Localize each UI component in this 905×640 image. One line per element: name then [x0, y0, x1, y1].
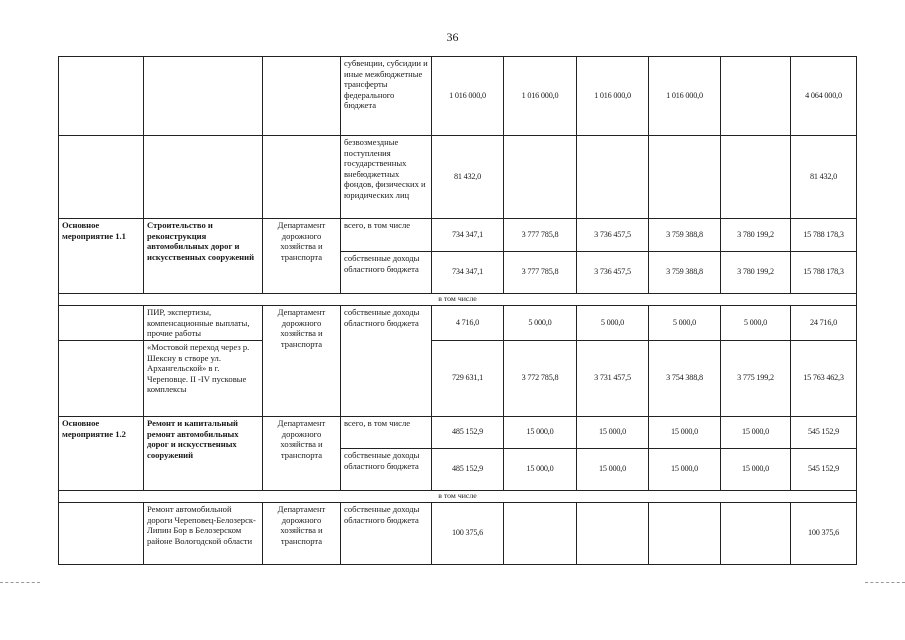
cell-value: 5 000,0	[721, 306, 791, 341]
cell-source: всего, в том числе	[341, 417, 432, 449]
budget-table	[58, 56, 857, 565]
cell-source: собственные доходы областного бюджета	[341, 306, 432, 417]
cell-value: 734 347,1	[432, 252, 504, 294]
cell-value: 15 788 178,3	[791, 252, 857, 294]
cell-value: 3 780 199,2	[721, 219, 791, 252]
cell-exec: Департамент дорожного хозяйства и транспорта	[263, 417, 341, 491]
cell-value: 15 000,0	[504, 449, 577, 491]
cell-value: 1 016 000,0	[577, 57, 649, 136]
cell-value: 81 432,0	[791, 136, 857, 219]
cell-name	[144, 136, 263, 219]
cell-value: 15 000,0	[721, 417, 791, 449]
cell-source: безвозмездные поступления государственных внебюджетных фондов, физических и юридических лиц	[341, 136, 432, 219]
cell-value: 3 759 388,8	[649, 219, 721, 252]
cell-exec: Департамент дорожного хозяйства и транспорта	[263, 306, 341, 417]
cell-value: 4 716,0	[432, 306, 504, 341]
table-row	[59, 219, 857, 252]
cell-name	[144, 57, 263, 136]
table-row	[59, 341, 857, 417]
cell-value: 729 631,1	[432, 341, 504, 417]
cell-value: 5 000,0	[504, 306, 577, 341]
cell-source: субвенции, субсидии и иные межбюджетные трансферты федерального бюджета	[341, 57, 432, 136]
table-row	[59, 57, 857, 136]
cell-value	[649, 503, 721, 565]
table-row	[59, 136, 857, 219]
activity-1-1-name: Строительство и реконструкция автомобильных дорог и искусственных сооружений	[144, 219, 263, 294]
cell-value	[649, 136, 721, 219]
cell-value: 3 754 388,8	[649, 341, 721, 417]
cell-value: 1 016 000,0	[649, 57, 721, 136]
subsection-label: в том числе	[59, 294, 857, 306]
scan-edge-left	[0, 582, 40, 583]
cell-value: 3 775 199,2	[721, 341, 791, 417]
cell-value: 15 000,0	[649, 417, 721, 449]
cell-value	[577, 503, 649, 565]
cell-exec	[263, 57, 341, 136]
cell-value: 15 788 178,3	[791, 219, 857, 252]
activity-1-2-name: Ремонт и капитальный ремонт автомобильных дорог и искусственных сооружений	[144, 417, 263, 491]
cell-name: Ремонт автомобильной дороги Череповец-Белозерск-Липин Бор в Белозерском районе Вологодской области	[144, 503, 263, 565]
cell-title	[59, 306, 144, 341]
cell-value: 15 000,0	[504, 417, 577, 449]
cell-exec: Департамент дорожного хозяйства и транспорта	[263, 503, 341, 565]
cell-value	[504, 136, 577, 219]
cell-source: собственные доходы областного бюджета	[341, 252, 432, 294]
cell-value: 15 000,0	[721, 449, 791, 491]
cell-value: 485 152,9	[432, 417, 504, 449]
cell-value: 5 000,0	[577, 306, 649, 341]
cell-value: 15 000,0	[577, 417, 649, 449]
cell-value	[504, 503, 577, 565]
cell-name: ПИР, экспертизы, компенсационные выплаты, прочие работы	[144, 306, 263, 341]
cell-value: 5 000,0	[649, 306, 721, 341]
cell-value: 3 759 388,8	[649, 252, 721, 294]
table-row	[59, 306, 857, 341]
cell-value: 3 777 785,8	[504, 252, 577, 294]
page-number: 36	[446, 30, 459, 44]
cell-source: собственные доходы областного бюджета	[341, 503, 432, 565]
scan-edge-right	[865, 582, 905, 583]
cell-value: 3 777 785,8	[504, 219, 577, 252]
cell-title	[59, 341, 144, 417]
cell-title	[59, 503, 144, 565]
cell-value: 100 375,6	[791, 503, 857, 565]
table-row	[59, 491, 857, 503]
cell-value: 734 347,1	[432, 219, 504, 252]
cell-value	[577, 136, 649, 219]
table-row	[59, 503, 857, 565]
cell-value: 3 772 785,8	[504, 341, 577, 417]
cell-value: 545 152,9	[791, 449, 857, 491]
cell-value: 3 731 457,5	[577, 341, 649, 417]
cell-value: 81 432,0	[432, 136, 504, 219]
cell-value	[721, 136, 791, 219]
cell-value: 15 763 462,3	[791, 341, 857, 417]
cell-value: 545 152,9	[791, 417, 857, 449]
cell-source: собственные доходы областного бюджета	[341, 449, 432, 491]
cell-name: «Мостовой переход через р. Шексну в створе ул. Архангельской» в г. Череповце. II -IV пусковые комплексы	[144, 341, 263, 417]
table-row	[59, 294, 857, 306]
cell-value: 15 000,0	[577, 449, 649, 491]
cell-value: 3 780 199,2	[721, 252, 791, 294]
cell-value: 485 152,9	[432, 449, 504, 491]
cell-value: 4 064 000,0	[791, 57, 857, 136]
cell-value: 1 016 000,0	[504, 57, 577, 136]
cell-value	[721, 57, 791, 136]
table-row	[59, 417, 857, 449]
activity-1-1-title: Основное мероприятие 1.1	[59, 219, 144, 294]
cell-value: 3 736 457,5	[577, 252, 649, 294]
subsection-label: в том числе	[59, 491, 857, 503]
cell-value	[721, 503, 791, 565]
cell-title	[59, 136, 144, 219]
cell-value: 1 016 000,0	[432, 57, 504, 136]
cell-value: 100 375,6	[432, 503, 504, 565]
cell-value: 15 000,0	[649, 449, 721, 491]
cell-exec	[263, 136, 341, 219]
cell-exec: Департамент дорожного хозяйства и транспорта	[263, 219, 341, 294]
cell-value: 3 736 457,5	[577, 219, 649, 252]
cell-title	[59, 57, 144, 136]
activity-1-2-title: Основное мероприятие 1.2	[59, 417, 144, 491]
cell-value: 24 716,0	[791, 306, 857, 341]
cell-source: всего, в том числе	[341, 219, 432, 252]
